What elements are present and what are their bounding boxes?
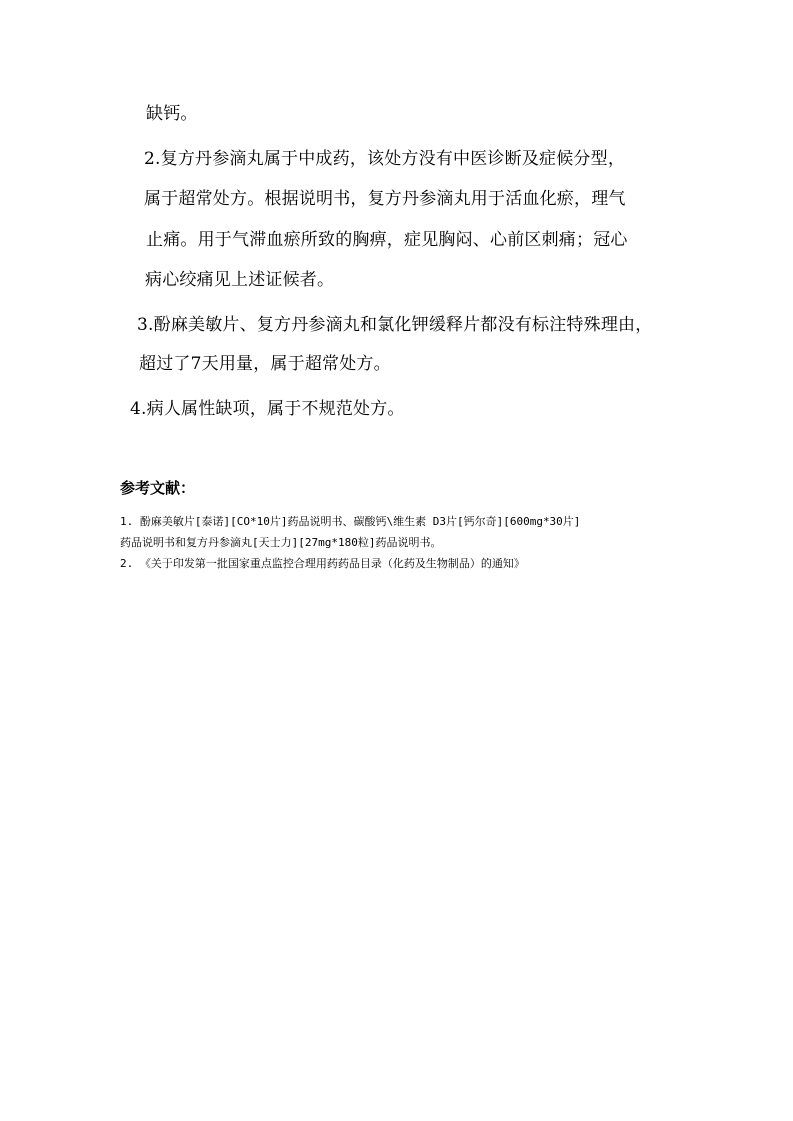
reference-item-1: 1. 酚麻美敏片[泰诺][CO*10片]药品说明书、碳酸钙\维生素 D3片[钙尔奇][600mg*30片] <box>120 515 581 528</box>
reference-item-2: 2. 《关于印发第一批国家重点监控合理用药药品目录（化药及生物制品）的通知》 <box>120 557 525 570</box>
body-line-3: 属于超常处方。根据说明书，复方丹参滴丸用于活血化瘀，理气 <box>144 189 626 209</box>
body-line-2: 2.复方丹参滴丸属于中成药，该处方没有中医诊断及症候分型， <box>144 149 626 169</box>
body-line-8: 4.病人属性缺项，属于不规范处方。 <box>130 399 405 419</box>
body-line-1: 缺钙。 <box>146 104 198 124</box>
reference-item-1-cont: 药品说明书和复方丹参滴丸[天士力][27mg*180粒]药品说明书。 <box>120 536 442 549</box>
body-line-4: 止痛。用于气滞血瘀所致的胸痹，症见胸闷、心前区刺痛；冠心 <box>146 230 628 250</box>
body-line-5: 病心绞痛见上述证候者。 <box>145 270 335 290</box>
body-line-6: 3.酚麻美敏片、复方丹参滴丸和氯化钾缓释片都没有标注特殊理由， <box>137 315 653 335</box>
references-heading: 参考文献： <box>120 479 196 497</box>
body-line-7: 超过了7天用量，属于超常处方。 <box>139 354 391 374</box>
